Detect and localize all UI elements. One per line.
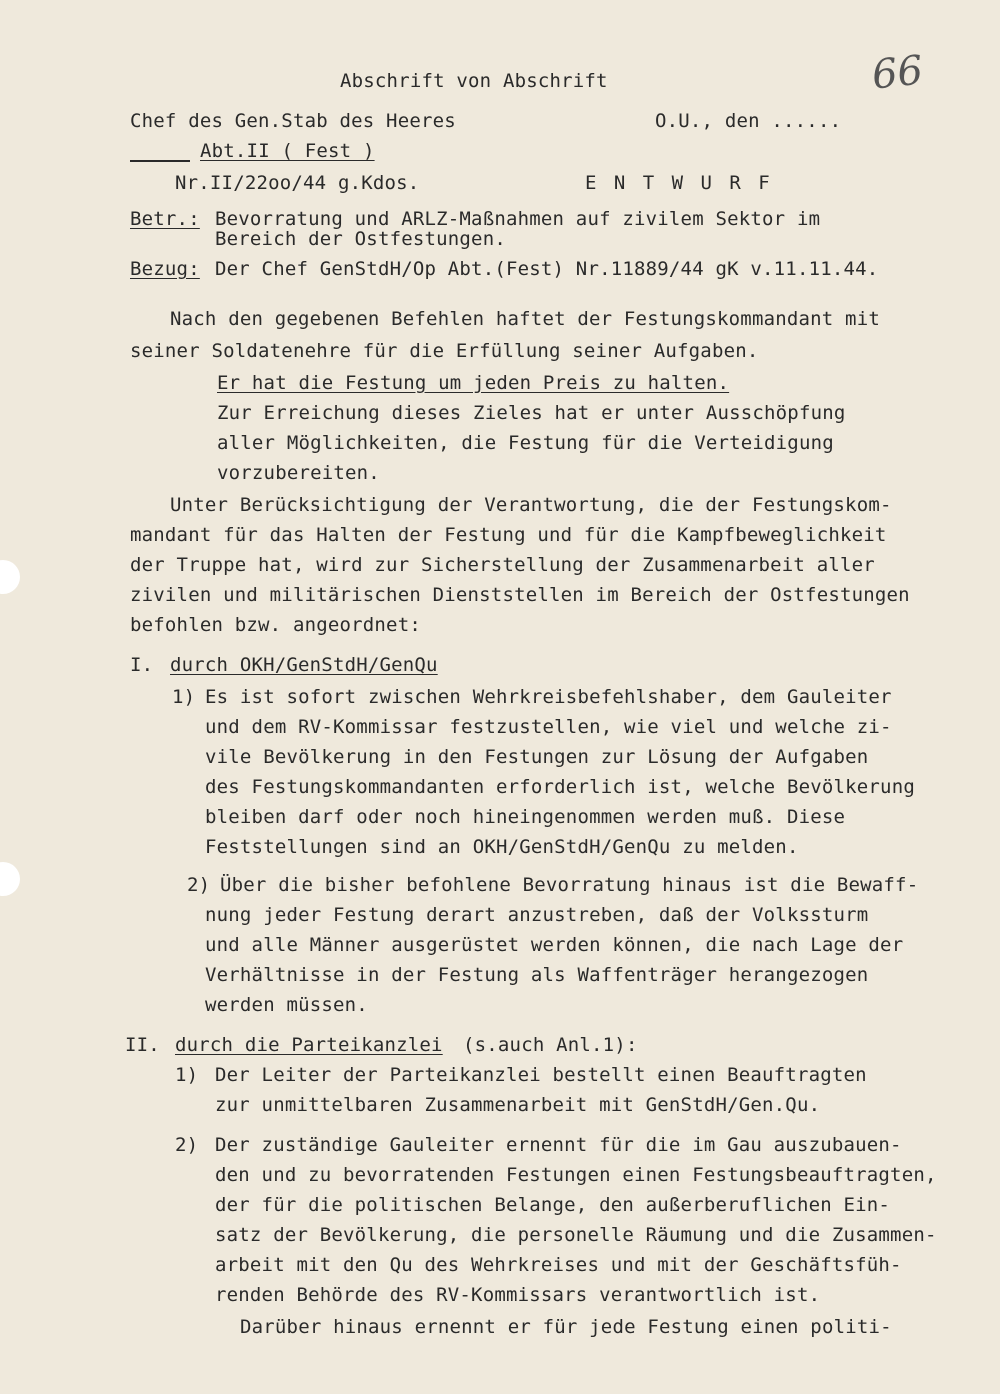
department-line: Abt.II ( Fest ) xyxy=(200,140,375,162)
reference-text: Der Chef GenStdH/Op Abt.(Fest) Nr.11889/44 gK v.11.11.44. xyxy=(215,258,879,280)
item-line: bleiben darf oder noch hineingenommen werden muß. Diese xyxy=(205,806,846,828)
draft-label: E N T W U R F xyxy=(585,172,773,194)
body-line: aller Möglichkeiten, die Festung für die Verteidigung xyxy=(217,432,834,454)
item-line: Feststellungen sind an OKH/GenStdH/GenQu zu melden. xyxy=(205,836,799,858)
item-number: 1) xyxy=(175,1064,199,1086)
item-line: der für die politischen Belange, den außerberuflichen Ein- xyxy=(215,1194,891,1216)
subject-label: Betr.: xyxy=(130,208,200,230)
emphasis-line: Er hat die Festung um jeden Preis zu halten. xyxy=(217,372,730,394)
reference-label: Bezug: xyxy=(130,258,200,280)
divider xyxy=(130,160,190,162)
reference-number: Nr.II/22oo/44 g.Kdos. xyxy=(175,172,420,194)
section-numeral: I. xyxy=(130,654,154,676)
body-line: seiner Soldatenehre für die Erfüllung seiner Aufgaben. xyxy=(130,340,759,362)
item-number: 2) xyxy=(187,874,211,896)
subject-line: Bereich der Ostfestungen. xyxy=(215,228,506,250)
sender-line: Chef des Gen.Stab des Heeres xyxy=(130,110,456,132)
item-line: Der Leiter der Parteikanzlei bestellt einen Beauftragten xyxy=(215,1064,867,1086)
body-line: Unter Berücksichtigung der Verantwortung, die der Festungskom- xyxy=(170,494,892,516)
body-line: Darüber hinaus ernennt er für jede Festung einen politi- xyxy=(240,1316,892,1338)
body-line: Nach den gegebenen Befehlen haftet der Festungskommandant mit xyxy=(170,308,880,330)
item-line: Es ist sofort zwischen Wehrkreisbefehlshaber, dem Gauleiter xyxy=(205,686,892,708)
item-line: vile Bevölkerung in den Festungen zur Lösung der Aufgaben xyxy=(205,746,869,768)
section-title: durch OKH/GenStdH/GenQu xyxy=(170,654,438,676)
section-numeral: II. xyxy=(125,1034,160,1056)
item-line: Verhältnisse in der Festung als Waffenträger herangezogen xyxy=(205,964,869,986)
body-line: Zur Erreichung dieses Zieles hat er unter Ausschöpfung xyxy=(217,402,846,424)
item-line: Über die bisher befohlene Bevorratung hinaus ist die Bewaff- xyxy=(220,874,919,896)
body-line: mandant für das Halten der Festung und für die Kampfbeweglichkeit xyxy=(130,524,887,546)
place-date: O.U., den ...... xyxy=(655,110,842,132)
document-title: Abschrift von Abschrift xyxy=(340,70,608,92)
item-line: und alle Männer ausgerüstet werden können, die nach Lage der xyxy=(205,934,904,956)
item-line: arbeit mit den Qu des Wehrkreises und mit der Geschäftsfüh- xyxy=(215,1254,902,1276)
item-line: Der zuständige Gauleiter ernennt für die im Gau auszubauen- xyxy=(215,1134,902,1156)
body-line: zivilen und militärischen Dienststellen im Bereich der Ostfestungen xyxy=(130,584,910,606)
body-line: befohlen bzw. angeordnet: xyxy=(130,614,421,636)
punch-hole xyxy=(0,862,20,896)
body-line: der Truppe hat, wird zur Sicherstellung der Zusammenarbeit aller xyxy=(130,554,875,576)
section-note: (s.auch Anl.1): xyxy=(463,1034,638,1056)
punch-hole xyxy=(0,560,20,594)
item-line: satz der Bevölkerung, die personelle Räumung und die Zusammen- xyxy=(215,1224,937,1246)
item-line: den und zu bevorratenden Festungen einen Festungsbeauftragten, xyxy=(215,1164,937,1186)
item-line: nung jeder Festung derart anzustreben, daß der Volkssturm xyxy=(205,904,869,926)
item-line: renden Behörde des RV-Kommissars verantwortlich ist. xyxy=(215,1284,821,1306)
item-line: zur unmittelbaren Zusammenarbeit mit GenStdH/Gen.Qu. xyxy=(215,1094,821,1116)
subject-line: Bevorratung und ARLZ-Maßnahmen auf zivilem Sektor im xyxy=(215,208,821,230)
item-line: werden müssen. xyxy=(205,994,368,1016)
section-title: durch die Parteikanzlei xyxy=(175,1034,443,1056)
item-line: des Festungskommandanten erforderlich ist, welche Bevölkerung xyxy=(205,776,915,798)
item-number: 2) xyxy=(175,1134,199,1156)
item-line: und dem RV-Kommissar festzustellen, wie viel und welche zi- xyxy=(205,716,892,738)
page-number: 66 xyxy=(869,47,926,99)
body-line: vorzubereiten. xyxy=(217,462,380,484)
item-number: 1) xyxy=(172,686,196,708)
